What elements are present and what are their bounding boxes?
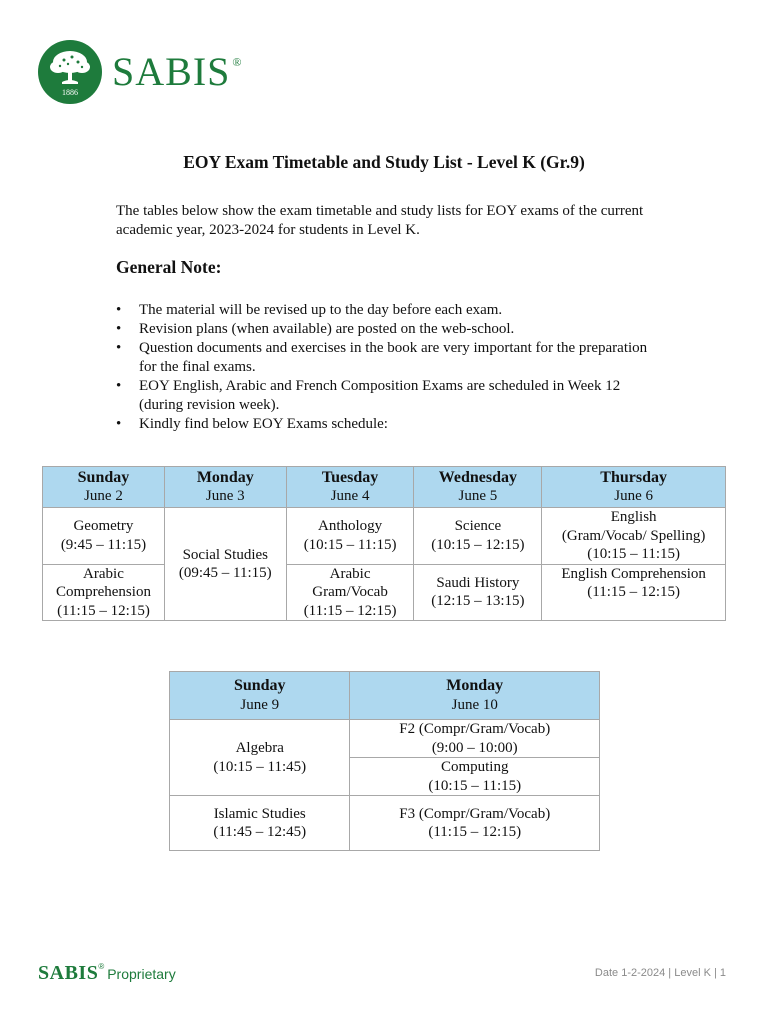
table-header-row xyxy=(170,672,600,720)
table-row xyxy=(170,720,600,758)
footer-brand-name: SABIS xyxy=(38,962,99,984)
footer-proprietary-label: Proprietary xyxy=(107,966,176,982)
table-row xyxy=(170,796,600,851)
exam-cell: Saudi History (12:15 – 13:15) xyxy=(414,564,542,621)
footer-date-level-page: Date 1-2-2024 | Level K | 1 xyxy=(594,967,726,979)
note-item: • Question documents and exercises in the book are very important for the preparation for the final exams. xyxy=(116,339,656,377)
note-item: • The material will be revised up to the day before each exam. xyxy=(116,301,656,320)
exam-cell: Arabic Gram/Vocab (11:15 – 12:15) xyxy=(286,564,414,621)
header-monday: Monday June 10 xyxy=(350,672,600,720)
svg-text:1886: 1886 xyxy=(62,88,78,97)
exam-cell: Social Studies (09:45 – 11:15) xyxy=(164,508,286,621)
brand-wordmark xyxy=(112,49,243,94)
table-row xyxy=(43,564,726,621)
header-sunday: Sunday June 2 xyxy=(43,467,165,508)
intro-paragraph: The tables below show the exam timetable and study lists for EOY exams of the current academic year, 2023-2024 for students in Level K. xyxy=(116,203,644,238)
exam-cell: Algebra (10:15 – 11:45) xyxy=(170,720,350,796)
header-monday: Monday June 3 xyxy=(164,467,286,508)
tree-emblem-icon xyxy=(38,40,102,104)
exam-cell: Anthology (10:15 – 11:15) xyxy=(286,508,414,565)
exam-cell: Science (10:15 – 12:15) xyxy=(414,508,542,565)
exam-timetable-week2 xyxy=(169,671,600,851)
header-sunday: Sunday June 9 xyxy=(170,672,350,720)
exam-cell: Arabic Comprehension (11:15 – 12:15) xyxy=(43,564,165,621)
exam-cell: F3 (Compr/Gram/Vocab) (11:15 – 12:15) xyxy=(350,796,600,851)
table-header-row xyxy=(43,467,726,508)
exam-cell: F2 (Compr/Gram/Vocab) (9:00 – 10:00) xyxy=(350,720,600,758)
brand-name: SABIS xyxy=(112,49,231,94)
exam-timetable-week1 xyxy=(42,466,726,621)
general-note-list xyxy=(116,301,656,434)
header-thursday: Thursday June 6 xyxy=(542,467,726,508)
exam-cell: Islamic Studies (11:45 – 12:45) xyxy=(170,796,350,851)
header-wednesday: Wednesday June 5 xyxy=(414,467,542,508)
document-title: EOY Exam Timetable and Study List - Level K (Gr.9) xyxy=(183,152,585,172)
general-note-heading: General Note: xyxy=(116,257,222,277)
exam-cell: English (Gram/Vocab/ Spelling) (10:15 – 11:15) xyxy=(542,508,726,565)
note-item: • EOY English, Arabic and French Composition Exams are scheduled in Week 12 (during revision week). xyxy=(116,377,656,415)
sabis-logo xyxy=(38,40,243,104)
table-row xyxy=(43,508,726,565)
registered-mark: ® xyxy=(232,55,243,69)
footer-registered-mark: ® xyxy=(98,962,105,971)
note-item: • Revision plans (when available) are posted on the web-school. xyxy=(116,320,656,339)
exam-cell: English Comprehension (11:15 – 12:15) xyxy=(542,564,726,621)
header-tuesday: Tuesday June 4 xyxy=(286,467,414,508)
exam-cell: Computing (10:15 – 11:15) xyxy=(350,758,600,796)
note-item: • Kindly find below EOY Exams schedule: xyxy=(116,415,656,434)
exam-cell: Geometry (9:45 – 11:15) xyxy=(43,508,165,565)
footer-brand xyxy=(38,962,176,985)
